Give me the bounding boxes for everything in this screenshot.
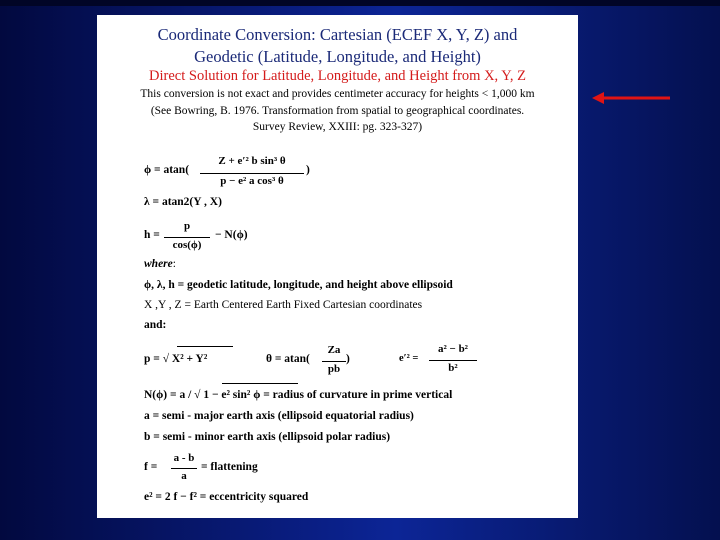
section-subtitle: Direct Solution for Latitude, Longitude, and Height from X, Y, Z [149, 68, 526, 84]
eprime-numerator: a² − b² [438, 343, 468, 355]
h-rhs: − N(ϕ) [215, 229, 248, 241]
semi-minor-equation: b = semi - minor earth axis (ellipsoid polar radius) [144, 431, 391, 443]
radius-curvature-equation: N(ϕ) = a / √ 1 − e² sin² ϕ = radius of curvature in prime vertical [144, 389, 453, 401]
phi-numerator: Z + e′² b sin³ θ [218, 155, 286, 167]
definition-geodetic: ϕ, λ, h = geodetic latitude, longitude, and height above ellipsoid [144, 279, 453, 291]
where-label: where: [144, 258, 176, 270]
h-numerator: p [183, 220, 191, 232]
semi-major-equation: a = semi - major earth axis (ellipsoid equatorial radius) [144, 410, 414, 422]
phi-close-paren: ) [306, 164, 310, 176]
h-denominator: cos(ϕ) [172, 239, 202, 251]
theta-denominator: pb [327, 363, 341, 375]
eprime-denominator: b² [448, 362, 458, 374]
and-label: and: [144, 319, 167, 331]
flattening-denominator: a [181, 470, 187, 482]
theta-fraction-bar [322, 361, 346, 362]
eprime-lhs: e′² = [399, 353, 419, 364]
eprime-fraction-bar [429, 360, 477, 361]
definition-ecef: X ,Y , Z = Earth Centered Earth Fixed Cartesian coordinates [144, 299, 423, 311]
h-lhs: h = [144, 229, 160, 241]
flattening-rhs: = flattening [201, 461, 258, 473]
red-arrow-icon [592, 92, 672, 104]
n-sqrt-bar [222, 383, 298, 384]
eccentricity-equation: e² = 2 f − f² = eccentricity squared [144, 491, 309, 503]
flattening-numerator: a - b [173, 452, 195, 464]
slide-top-band [0, 0, 720, 6]
h-fraction-bar [164, 237, 210, 238]
lambda-equation: λ = atan2(Y , X) [144, 196, 222, 208]
theta-lhs: θ = atan( [266, 353, 310, 365]
phi-fraction-bar [200, 173, 304, 174]
p-sqrt-bar [177, 346, 233, 347]
theta-close-paren: ) [346, 353, 350, 365]
phi-denominator: p − e² a cos³ θ [220, 175, 284, 187]
flattening-lhs: f = [144, 461, 158, 473]
flattening-fraction-bar [171, 468, 197, 469]
note-line-2: (See Bowring, B. 1976. Transformation from spatial to geographical coordinates. [150, 105, 525, 117]
note-line-3: Survey Review, XXIII: pg. 323-327) [252, 121, 423, 133]
p-equation: p = √ X² + Y² [144, 353, 208, 365]
page-title-line-1: Coordinate Conversion: Cartesian (ECEF X, Y, Z) and [157, 25, 518, 44]
phi-lhs: ϕ = atan( [144, 164, 190, 176]
theta-numerator: Za [327, 344, 341, 356]
page-title-line-2: Geodetic (Latitude, Longitude, and Height) [194, 47, 481, 66]
document-page [97, 15, 578, 518]
note-line-1: This conversion is not exact and provides centimeter accuracy for heights < 1,000 km [140, 88, 535, 100]
